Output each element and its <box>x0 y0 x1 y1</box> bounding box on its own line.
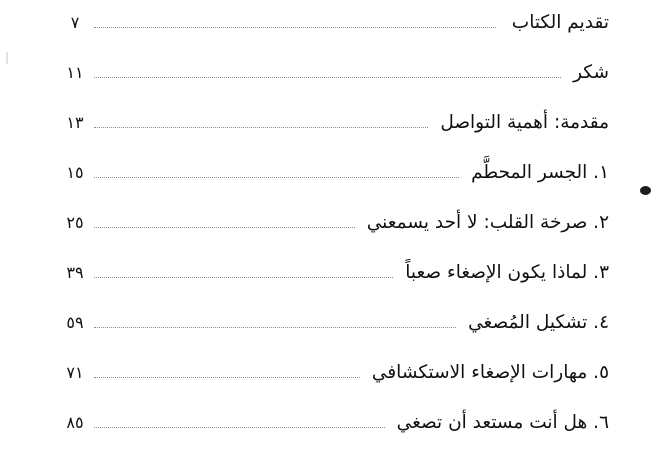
toc-entry <box>62 12 609 62</box>
toc-entry <box>62 62 609 112</box>
toc-entry-title: مقدمة: أهمية التواصل <box>440 112 609 133</box>
toc-entry-title: ٤. تشكيل المُصغي <box>468 312 609 333</box>
toc-entry-title: تقديم الكتاب <box>511 12 609 33</box>
toc-entry-title: ٦. هل أنت مستعد أن تصغي <box>396 412 609 433</box>
toc-entry-title: ٥. مهارات الإصغاء الاستكشافي <box>371 362 609 383</box>
toc-entry-page: ٥٩ <box>66 313 84 332</box>
toc-entry-page: ٨٥ <box>66 413 84 432</box>
toc-leader <box>94 27 496 28</box>
toc-entry <box>62 162 609 212</box>
toc-entry-title: شكر <box>573 62 609 83</box>
toc-entry-title: ٣. لماذا يكون الإصغاء صعباً <box>405 262 609 283</box>
toc-leader <box>94 77 561 78</box>
toc-entry-page: ١٣ <box>66 113 84 132</box>
toc-entry <box>62 112 609 162</box>
toc-leader <box>94 327 456 328</box>
toc-entry <box>62 212 609 262</box>
toc-leader <box>94 277 393 278</box>
toc-leader <box>94 227 355 228</box>
toc-leader <box>94 377 360 378</box>
toc-entry-page: ٧١ <box>66 363 84 382</box>
toc-entry-page: ٢٥ <box>66 213 84 232</box>
toc-entry <box>62 362 609 412</box>
toc-leader <box>94 127 428 128</box>
toc-entry-title: ٢. صرخة القلب: لا أحد يسمعني <box>366 212 609 233</box>
toc-entry-title: ١. الجسر المحطَّم <box>471 162 609 183</box>
toc-entry <box>62 412 609 462</box>
toc-entry-page: ١١ <box>66 63 84 82</box>
toc-entry <box>62 312 609 362</box>
toc-leader <box>94 427 385 428</box>
toc-entry-page: ٧ <box>70 13 80 32</box>
toc-leader <box>94 177 459 178</box>
toc-entry <box>62 262 609 312</box>
toc-entry-page: ٣٩ <box>66 263 84 282</box>
toc-entry-page: ١٥ <box>66 163 84 182</box>
